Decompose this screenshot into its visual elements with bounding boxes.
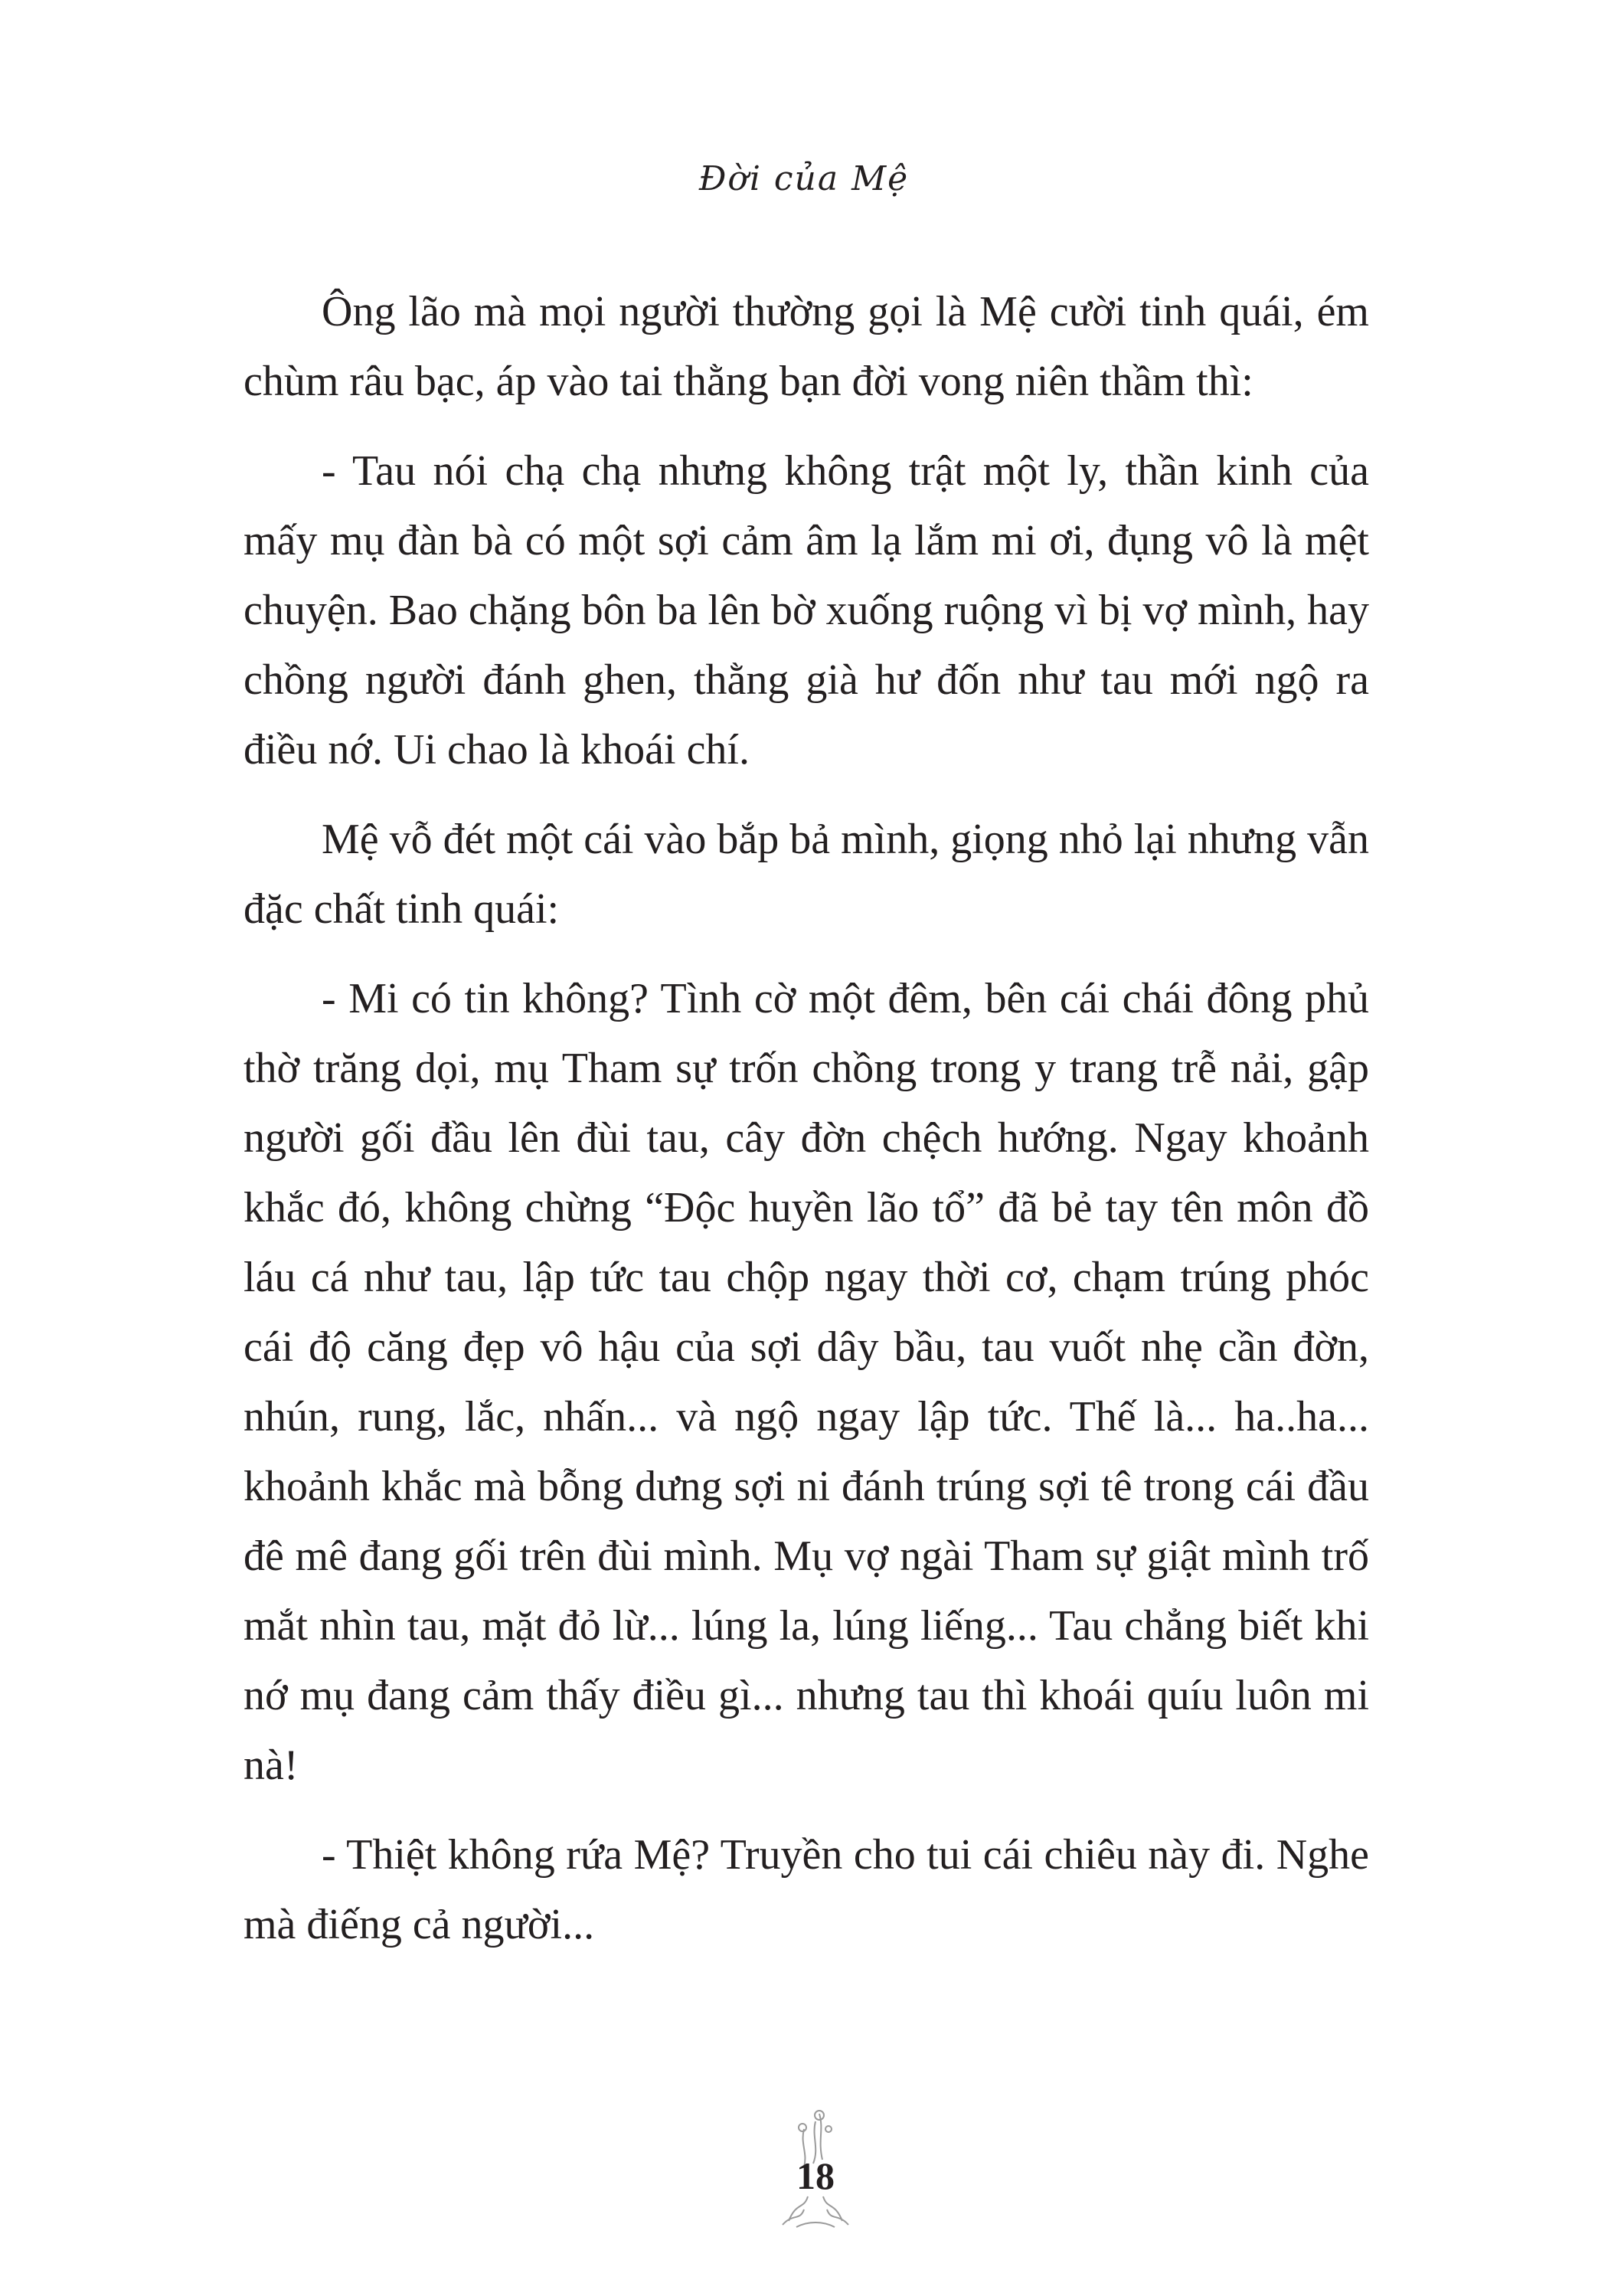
paragraph-4: - Mi có tin không? Tình cờ một đêm, bên cái chái đông phủ thờ trăng dọi, mụ Tham sự trốn chồng trong y trang trễ nải, gập người gối đầu lên đùi tau, cây đờn chệch hướng. Ngay khoảnh khắc đó, không chừng “Độc huyền lão tổ” đã bẻ tay tên môn đồ láu cá như tau, lập tức tau chộp ngay thời cơ, chạm trúng phóc cái độ căng đẹp vô hậu của sợi dây bầu, tau vuốt nhẹ cần đờn, nhún, rung, lắc, nhấn... và ngộ ngay lập tức. Thế là... ha..ha... khoảnh khắc mà bỗng dưng sợi ni đánh trúng sợi tê trong cái đầu đê mê đang gối trên đùi mình. Mụ vợ ngài Tham sự giật mình trố mắt nhìn tau, mặt đỏ lừ... lúng la, lúng liếng... Tau chẳng biết khi nớ mụ đang cảm thấy điều gì... nhưng tau thì khoái quíu luôn mi nà! <box>243 975 1369 1789</box>
paragraph-2: - Tau nói chạ chạ nhưng không trật một ly, thần kinh của mấy mụ đàn bà có một sợi cảm âm lạ lắm mi ơi, đụng vô là mệt chuyện. Bao chặng bôn ba lên bờ xuống ruộng vì bị vợ mình, hay chồng người đánh ghen, thằng già hư đốn như tau mới ngộ ra điều nớ. Ui chao là khoái chí. <box>243 447 1369 774</box>
paragraph-3: Mệ vỗ đét một cái vào bắp bả mình, giọng nhỏ lại nhưng vẫn đặc chất tinh quái: <box>243 816 1369 933</box>
page-number: 18 <box>796 2154 835 2197</box>
page-number-ornament <box>773 2106 858 2229</box>
paragraph-1: Ông lão mà mọi người thường gọi là Mệ cười tinh quái, ém chùm râu bạc, áp vào tai thằng bạn đời vong niên thầm thì: <box>243 288 1369 405</box>
running-header-title: Đời của Mệ <box>698 159 910 198</box>
paragraph-5: - Thiệt không rứa Mệ? Truyền cho tui cái chiêu này đi. Nghe mà điếng cả người... <box>243 1831 1369 1948</box>
page-body <box>243 277 1369 1980</box>
